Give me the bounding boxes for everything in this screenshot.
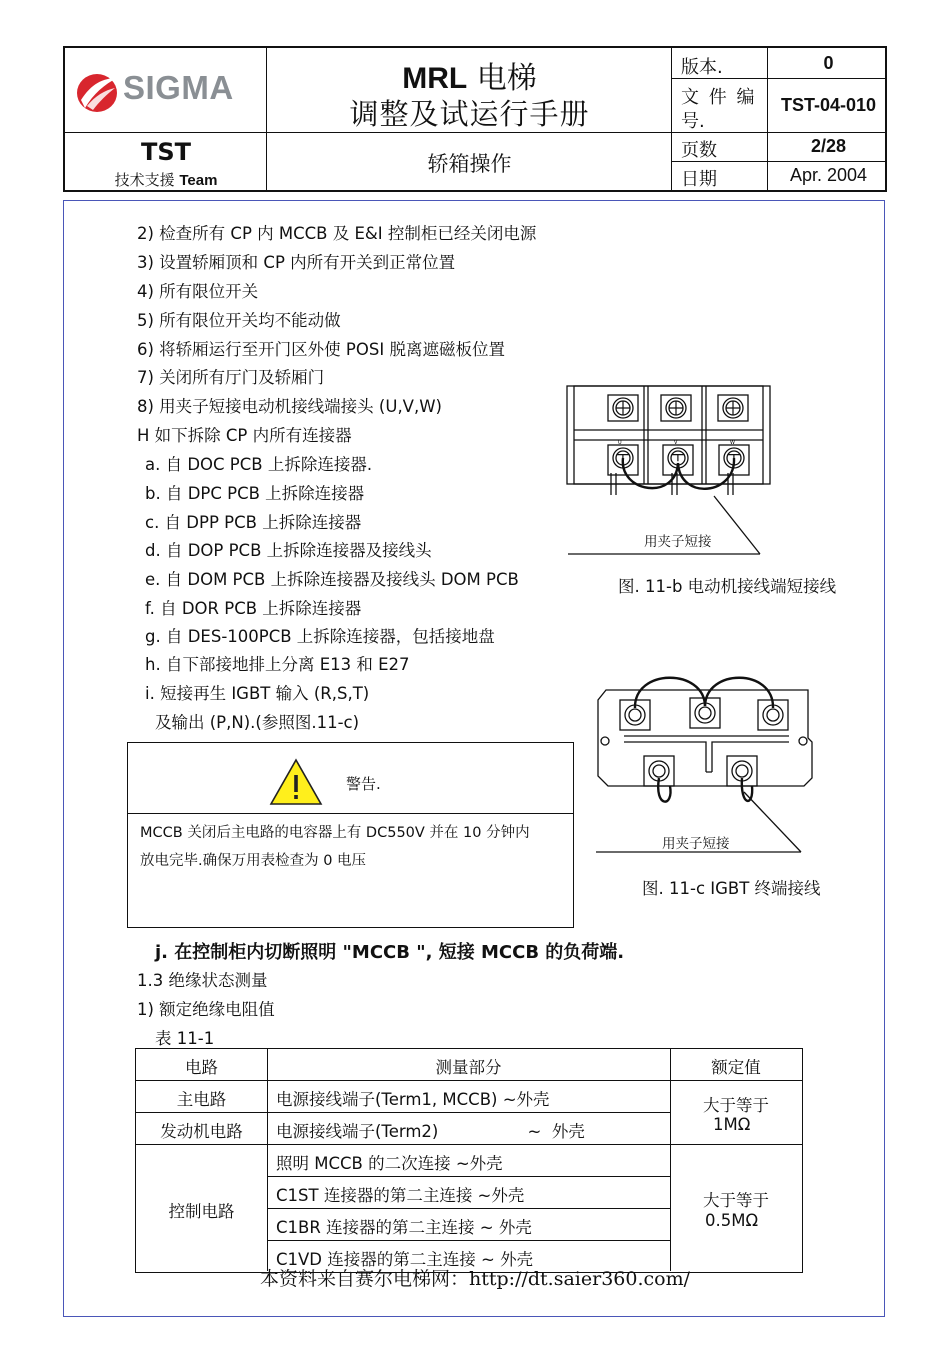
warning-text-line2: 放电完毕.确保万用表检查为 0 电压 [140, 853, 367, 869]
step-item: 2) 检查所有 CP 内 MCCB 及 E&I 控制柜已经关闭电源 [137, 224, 537, 243]
team-label-en: Team [179, 172, 218, 189]
table-cell-circuit: 发动机电路 [160, 1122, 243, 1141]
sigma-logo-icon [75, 70, 121, 116]
table-cell-part: C1BR 连接器的第二主连接 ~ 外壳 [276, 1218, 532, 1237]
warning-box [127, 742, 574, 928]
sigma-logo [75, 66, 265, 120]
manual-title-line2: 调整及试运行手册 [349, 97, 590, 131]
team-label [65, 169, 267, 190]
section-h: H 如下拆除 CP 内所有连接器 [137, 426, 352, 445]
doc-no-label-2: 号. [681, 111, 705, 132]
terminal-v-label: V [674, 440, 678, 446]
table-cell-part: 电源接线端子(Term2) ~ 外壳 [276, 1122, 585, 1141]
table-divider [267, 1208, 670, 1209]
table-cell-circuit: 主电路 [176, 1090, 227, 1109]
manual-title-model: MRL [402, 62, 468, 95]
header-divider [767, 48, 768, 190]
sub-item: a. 自 DOC PCB 上拆除连接器. [145, 455, 373, 474]
manual-title-suffix: 电梯 [476, 61, 537, 96]
doc-no-label: 文 件 编 [681, 87, 757, 108]
date-value: Apr. 2004 [789, 165, 868, 185]
version-label: 版本. [681, 57, 723, 78]
sub-item: b. 自 DPC PCB 上拆除连接器 [145, 484, 365, 503]
table-header-part: 测量部分 [435, 1058, 502, 1077]
figure-11c-caption: 图. 11-c IGBT 终端接线 [642, 879, 821, 898]
section-subtitle: 轿箱操作 [427, 152, 512, 176]
table-divider [267, 1112, 670, 1113]
table-cell-rated: 大于等于 [703, 1191, 769, 1210]
sub-item: c. 自 DPP PCB 上拆除连接器 [145, 513, 362, 532]
step-j: j. 在控制柜内切断照明 "MCCB ", 短接 MCCB 的负荷端. [155, 942, 625, 963]
step-item: 6) 将轿厢运行至开门区外使 POSI 脱离遮磁板位置 [137, 340, 505, 359]
figure-11b-caption: 图. 11-b 电动机接线端短接线 [618, 577, 837, 596]
team-label-cn: 技术支援 [114, 171, 175, 189]
step-item: 5) 所有限位开关均不能动做 [137, 311, 341, 330]
table-cell-part: 电源接线端子(Term1, MCCB) ~外壳 [276, 1090, 550, 1109]
sigma-logo-text: SIGMA [123, 69, 234, 106]
step-item: 3) 设置轿厢顶和 CP 内所有开关到正常位置 [137, 253, 456, 272]
section-1-3-title: 1.3 绝缘状态测量 [137, 971, 268, 990]
insulation-item-1: 1) 额定绝缘电阻值 [137, 1000, 275, 1019]
igbt-terminal-figure [594, 668, 819, 856]
team-code: TST [140, 138, 192, 166]
table-label: 表 11-1 [155, 1029, 215, 1048]
clip-short-label: 用夹子短接 [662, 836, 730, 852]
version-value: 0 [823, 53, 834, 73]
warning-text-line1: MCCB 关闭后主电路的电容器上有 DC550V 并在 10 分钟内 [140, 825, 530, 841]
warning-title: 警告. [346, 775, 381, 793]
document-header [63, 46, 887, 192]
sub-item-continued: 及输出 (P,N).(参照图.11-c) [155, 713, 360, 732]
table-cell-part: 照明 MCCB 的二次连接 ~外壳 [276, 1154, 503, 1173]
table-divider [267, 1176, 670, 1177]
table-header-circuit: 电路 [185, 1058, 218, 1077]
table-cell-rated: 1MΩ [713, 1115, 751, 1134]
sub-item: h. 自下部接地排上分离 E13 和 E27 [145, 655, 410, 674]
table-divider [136, 1112, 267, 1113]
manual-title [267, 53, 672, 97]
sub-item: d. 自 DOP PCB 上拆除连接器及接线头 [145, 541, 432, 560]
clip-short-label: 用夹子短接 [644, 534, 712, 550]
date-label: 日期 [681, 169, 717, 190]
doc-no-value: TST-04-010 [780, 95, 877, 115]
warning-divider [128, 813, 573, 814]
source-footer: 本资料来自赛尔电梯网：http://dt.saier360.com/ [260, 1268, 690, 1290]
step-item: 7) 关闭所有厅门及轿厢门 [137, 368, 325, 387]
sub-item: e. 自 DOM PCB 上拆除连接器及接线头 DOM PCB [145, 570, 519, 589]
table-cell-rated: 大于等于 [703, 1096, 769, 1115]
sub-item: f. 自 DOR PCB 上拆除连接器 [145, 599, 362, 618]
table-divider [267, 1240, 670, 1241]
terminal-w-label: W [730, 440, 735, 446]
table-cell-part: C1ST 连接器的第二主连接 ~外壳 [276, 1186, 525, 1205]
table-divider [267, 1049, 268, 1271]
table-divider [136, 1080, 802, 1081]
pages-value: 2/28 [810, 136, 847, 156]
table-divider [136, 1144, 802, 1145]
step-item: 4) 所有限位开关 [137, 282, 259, 301]
sub-item: i. 短接再生 IGBT 输入 (R,S,T) [145, 684, 370, 703]
table-header-rated: 额定值 [711, 1058, 761, 1077]
terminal-u-label: U [618, 440, 622, 446]
table-cell-circuit: 控制电路 [168, 1202, 235, 1221]
header-divider [65, 132, 266, 133]
step-item: 8) 用夹子短接电动机接线端接头 (U,V,W) [137, 397, 442, 416]
sub-item: g. 自 DES-100PCB 上拆除连接器，包括接地盘 [145, 627, 495, 646]
pages-label: 页数 [681, 140, 717, 161]
table-cell-rated: 0.5MΩ [705, 1211, 759, 1230]
table-divider [670, 1049, 671, 1271]
insulation-table [135, 1048, 803, 1273]
table-cell-part: C1VD 连接器的第二主连接 ~ 外壳 [276, 1250, 534, 1269]
warning-triangle-icon [268, 757, 324, 807]
